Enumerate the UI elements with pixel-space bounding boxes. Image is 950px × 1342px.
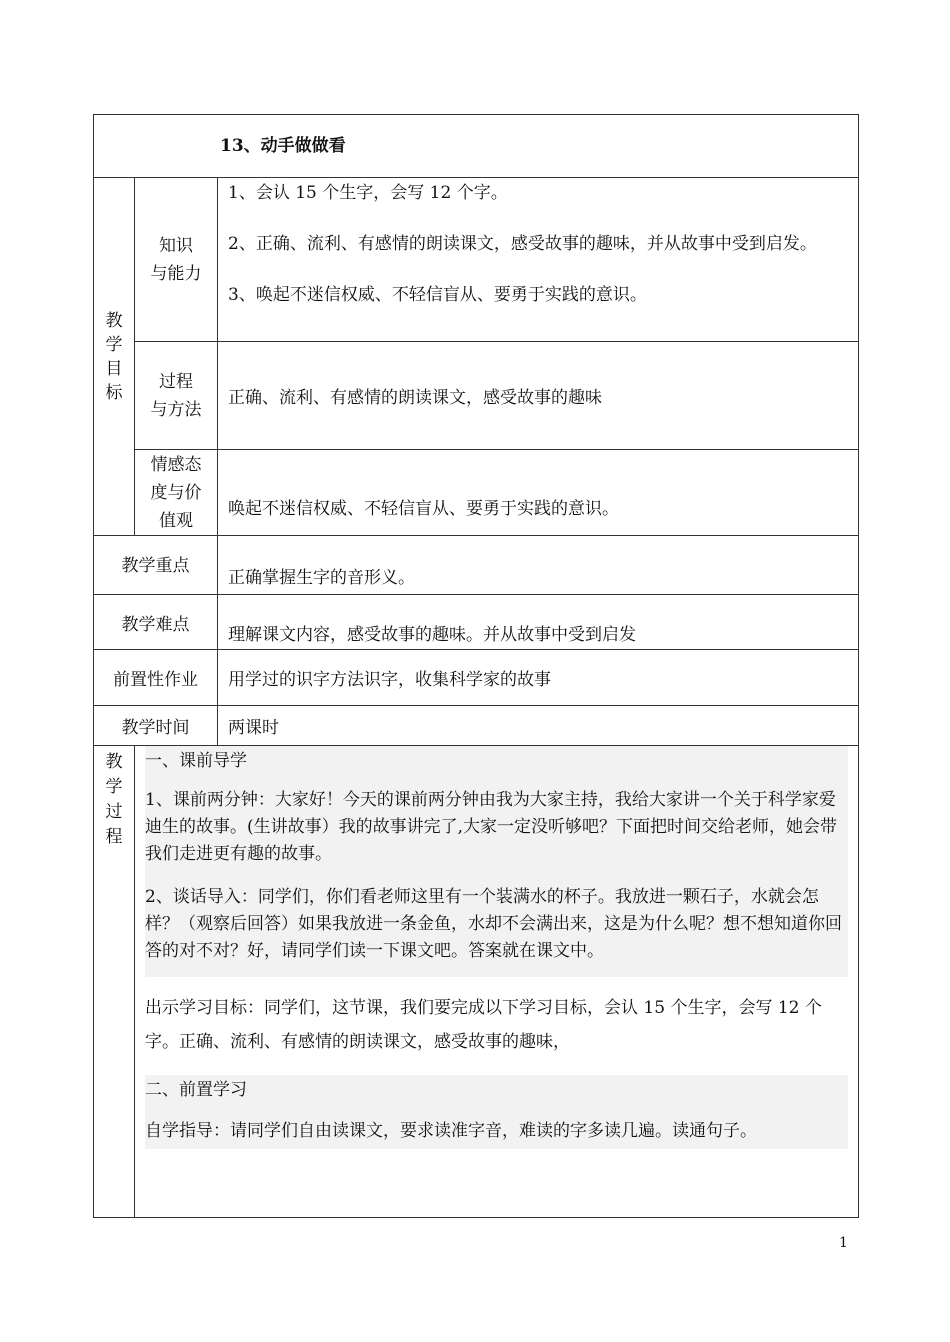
paragraph: 2、谈话导入：同学们，你们看老师这里有一个装满水的杯子。我放进一颗石子，水就会怎样？（观察后回答）如果我放进一条金鱼，水却不会满出来，这是为什么呢？想不想知道你回答的对不对？好，请同学们读一下课文吧。答案就在课文中。	[145, 887, 842, 961]
process-section-label	[94, 746, 135, 1218]
label-line: 与方法	[150, 399, 202, 420]
label-char: 教	[105, 752, 123, 772]
label-char: 教	[105, 310, 123, 331]
emotion-content	[218, 450, 859, 536]
label-char: 学	[105, 334, 123, 355]
paragraph: 自学指导：请同学们自由读课文，要求读准字音，难读的字多读几遍。读通句子。	[145, 1121, 757, 1141]
page-number: 1	[839, 1235, 848, 1251]
knowledge-label	[135, 178, 218, 342]
goal-item: 2、正确、流利、有感情的朗读课文，感受故事的趣味，并从故事中受到启发。	[228, 234, 817, 254]
lesson-title: 13、动手做做看	[220, 136, 346, 156]
emotion-label	[135, 450, 218, 536]
label-char: 过	[105, 802, 123, 822]
key-point-label: 教学重点	[94, 536, 218, 595]
label-char: 程	[105, 827, 123, 847]
lesson-plan-table	[93, 114, 859, 1218]
time-label: 教学时间	[94, 706, 218, 746]
objectives-label	[94, 178, 135, 536]
label-line: 值观	[159, 510, 193, 531]
label-line: 情感态	[150, 454, 202, 475]
knowledge-content	[218, 178, 859, 342]
process-method-text: 正确、流利、有感情的朗读课文，感受故事的趣味	[228, 388, 602, 408]
section-heading: 一、课前导学	[145, 751, 247, 771]
difficulty-label: 教学难点	[94, 595, 218, 650]
goal-item: 1、会认 15 个生字，会写 12 个字。	[228, 183, 508, 203]
paragraph: 1、课前两分钟：大家好！今天的课前两分钟由我为大家主持，我给大家讲一个关于科学家爱迪生的故事。(生讲故事）我的故事讲完了,大家一定没听够吧？下面把时间交给老师，她会带我们走进更有趣的故事。	[145, 790, 838, 864]
process-method-content	[218, 342, 859, 450]
label-line: 知识	[159, 235, 193, 256]
label-char: 目	[105, 358, 123, 379]
title-cell	[94, 115, 859, 178]
label-line: 与能力	[150, 263, 202, 284]
label-line: 过程	[159, 371, 193, 392]
time-content: 两课时	[218, 706, 859, 746]
difficulty-content: 理解课文内容，感受故事的趣味。并从故事中受到启发	[218, 595, 859, 650]
goal-item: 3、唤起不迷信权威、不轻信盲从、要勇于实践的意识。	[228, 285, 647, 305]
label-char: 学	[105, 777, 123, 797]
emotion-text: 唤起不迷信权威、不轻信盲从、要勇于实践的意识。	[228, 499, 619, 519]
process-method-label	[135, 342, 218, 450]
homework-content: 用学过的识字方法识字，收集科学家的故事	[218, 650, 859, 706]
homework-label: 前置性作业	[94, 650, 218, 706]
key-point-content: 正确掌握生字的音形义。	[218, 536, 859, 595]
shaded-block	[145, 746, 848, 977]
process-section-content	[135, 746, 859, 1218]
label-line: 度与价	[150, 482, 202, 503]
label-char: 标	[105, 382, 123, 403]
paragraph: 出示学习目标：同学们，这节课，我们要完成以下学习目标，会认 15 个生字，会写 12 个字。正确、流利、有感情的朗读课文，感受故事的趣味，	[145, 998, 822, 1052]
section-heading: 二、前置学习	[145, 1080, 247, 1100]
shaded-block	[145, 1075, 848, 1149]
